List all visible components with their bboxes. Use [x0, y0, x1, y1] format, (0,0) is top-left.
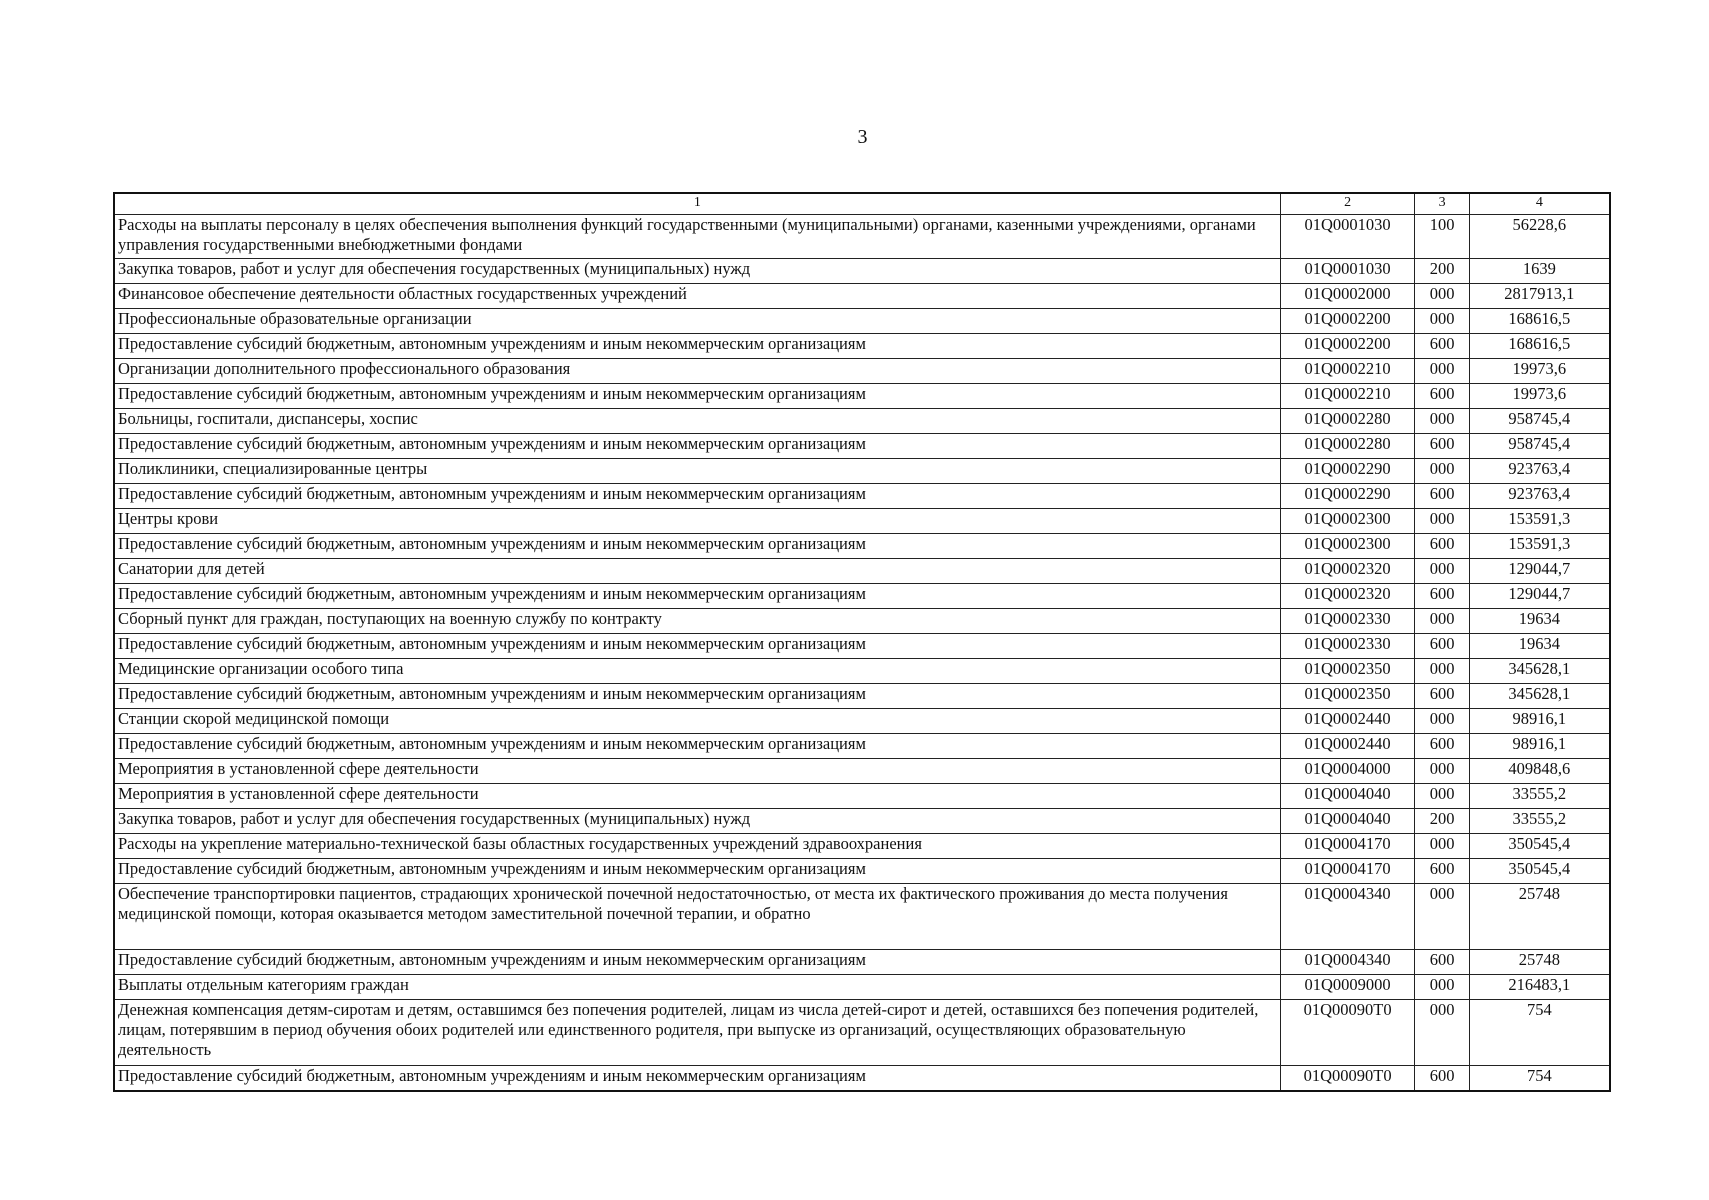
row-sum-cell: 33555,2: [1469, 784, 1610, 809]
row-name-cell: Предоставление субсидий бюджетным, автономным учреждениям и иным некоммерческим организациям: [114, 484, 1280, 509]
header-cell-code: 2: [1280, 193, 1415, 215]
table-row: [114, 584, 1610, 609]
row-type-cell: 600: [1415, 334, 1469, 359]
table-header-row: [114, 193, 1610, 215]
row-code-cell: 01Q0002350: [1280, 659, 1415, 684]
table-row: [114, 484, 1610, 509]
row-name-cell: Расходы на выплаты персоналу в целях обеспечения выполнения функций государственными (муниципальными) органами, казенными учреждениями, органами управления государственными внебюджетными фондами: [114, 215, 1280, 259]
row-name-cell: Санатории для детей: [114, 559, 1280, 584]
table-row: [114, 284, 1610, 309]
row-sum-cell: 19634: [1469, 634, 1610, 659]
row-code-cell: 01Q0002200: [1280, 334, 1415, 359]
row-type-cell: 000: [1415, 709, 1469, 734]
row-code-cell: 01Q0004340: [1280, 950, 1415, 975]
table-row: [114, 634, 1610, 659]
row-code-cell: 01Q0002280: [1280, 409, 1415, 434]
row-sum-cell: 168616,5: [1469, 309, 1610, 334]
budget-table: [113, 192, 1611, 1092]
row-sum-cell: 345628,1: [1469, 684, 1610, 709]
row-sum-cell: 923763,4: [1469, 459, 1610, 484]
row-sum-cell: 350545,4: [1469, 834, 1610, 859]
row-name-cell: Мероприятия в установленной сфере деятельности: [114, 759, 1280, 784]
row-type-cell: 000: [1415, 759, 1469, 784]
row-name-cell: Закупка товаров, работ и услуг для обеспечения государственных (муниципальных) нужд: [114, 259, 1280, 284]
table-row: [114, 259, 1610, 284]
row-type-cell: 000: [1415, 884, 1469, 950]
row-code-cell: 01Q00090Т0: [1280, 1000, 1415, 1066]
row-code-cell: 01Q0002000: [1280, 284, 1415, 309]
table-row: [114, 409, 1610, 434]
row-name-cell: Предоставление субсидий бюджетным, автономным учреждениям и иным некоммерческим организациям: [114, 434, 1280, 459]
row-type-cell: 000: [1415, 609, 1469, 634]
row-name-cell: Предоставление субсидий бюджетным, автономным учреждениям и иным некоммерческим организациям: [114, 534, 1280, 559]
row-sum-cell: 129044,7: [1469, 584, 1610, 609]
row-name-cell: Станции скорой медицинской помощи: [114, 709, 1280, 734]
row-type-cell: 000: [1415, 459, 1469, 484]
table-row: [114, 559, 1610, 584]
row-code-cell: 01Q0002290: [1280, 459, 1415, 484]
row-name-cell: Предоставление субсидий бюджетным, автономным учреждениям и иным некоммерческим организациям: [114, 859, 1280, 884]
row-name-cell: Организации дополнительного профессионального образования: [114, 359, 1280, 384]
table-row: [114, 434, 1610, 459]
row-type-cell: 600: [1415, 734, 1469, 759]
row-sum-cell: 98916,1: [1469, 709, 1610, 734]
table-row: [114, 509, 1610, 534]
row-code-cell: 01Q00090Т0: [1280, 1066, 1415, 1092]
row-name-cell: Предоставление субсидий бюджетным, автономным учреждениям и иным некоммерческим организациям: [114, 734, 1280, 759]
row-sum-cell: 19634: [1469, 609, 1610, 634]
table-row: [114, 534, 1610, 559]
header-cell-sum: 4: [1469, 193, 1610, 215]
row-name-cell: Расходы на укрепление материально-технической базы областных государственных учреждений здравоохранения: [114, 834, 1280, 859]
row-code-cell: 01Q0004340: [1280, 884, 1415, 950]
row-name-cell: Предоставление субсидий бюджетным, автономным учреждениям и иным некоммерческим организациям: [114, 1066, 1280, 1092]
row-type-cell: 000: [1415, 559, 1469, 584]
row-name-cell: Центры крови: [114, 509, 1280, 534]
row-code-cell: 01Q0002290: [1280, 484, 1415, 509]
row-code-cell: 01Q0002300: [1280, 509, 1415, 534]
row-code-cell: 01Q0002210: [1280, 359, 1415, 384]
header-cell-type: 3: [1415, 193, 1469, 215]
row-type-cell: 600: [1415, 584, 1469, 609]
table-row: [114, 809, 1610, 834]
row-code-cell: 01Q0004170: [1280, 859, 1415, 884]
row-name-cell: Денежная компенсация детям-сиротам и детям, оставшимся без попечения родителей, лицам из числа детей-сирот и детей, оставшихся без попечения родителей, лицам, потерявшим в период обучения обоих родителей или единственного родителя, при выпуске из организаций, осуществляющих образовательную деятельность: [114, 1000, 1280, 1066]
row-type-cell: 600: [1415, 534, 1469, 559]
row-type-cell: 000: [1415, 659, 1469, 684]
table-row: [114, 975, 1610, 1000]
table-row: [114, 1000, 1610, 1066]
row-name-cell: Больницы, госпитали, диспансеры, хоспис: [114, 409, 1280, 434]
row-sum-cell: 754: [1469, 1066, 1610, 1092]
row-name-cell: Профессиональные образовательные организации: [114, 309, 1280, 334]
row-type-cell: 200: [1415, 259, 1469, 284]
row-name-cell: Выплаты отдельным категориям граждан: [114, 975, 1280, 1000]
table-row: [114, 834, 1610, 859]
row-type-cell: 000: [1415, 359, 1469, 384]
row-name-cell: Закупка товаров, работ и услуг для обеспечения государственных (муниципальных) нужд: [114, 809, 1280, 834]
row-sum-cell: 350545,4: [1469, 859, 1610, 884]
row-sum-cell: 2817913,1: [1469, 284, 1610, 309]
row-type-cell: 600: [1415, 1066, 1469, 1092]
row-type-cell: 000: [1415, 509, 1469, 534]
row-code-cell: 01Q0009000: [1280, 975, 1415, 1000]
row-type-cell: 000: [1415, 1000, 1469, 1066]
row-type-cell: 600: [1415, 684, 1469, 709]
row-code-cell: 01Q0004000: [1280, 759, 1415, 784]
row-name-cell: Медицинские организации особого типа: [114, 659, 1280, 684]
row-name-cell: Предоставление субсидий бюджетным, автономным учреждениям и иным некоммерческим организациям: [114, 634, 1280, 659]
row-type-cell: 600: [1415, 434, 1469, 459]
table-row: [114, 384, 1610, 409]
table-row: [114, 309, 1610, 334]
row-code-cell: 01Q0004040: [1280, 809, 1415, 834]
table-row: [114, 359, 1610, 384]
row-name-cell: Предоставление субсидий бюджетным, автономным учреждениям и иным некоммерческим организациям: [114, 384, 1280, 409]
row-type-cell: 000: [1415, 284, 1469, 309]
row-code-cell: 01Q0001030: [1280, 215, 1415, 259]
table-row: [114, 884, 1610, 950]
row-sum-cell: 19973,6: [1469, 359, 1610, 384]
row-code-cell: 01Q0002320: [1280, 584, 1415, 609]
row-code-cell: 01Q0002350: [1280, 684, 1415, 709]
table-row: [114, 709, 1610, 734]
row-code-cell: 01Q0004040: [1280, 784, 1415, 809]
row-code-cell: 01Q0002330: [1280, 634, 1415, 659]
row-name-cell: Предоставление субсидий бюджетным, автономным учреждениям и иным некоммерческим организациям: [114, 684, 1280, 709]
row-code-cell: 01Q0002200: [1280, 309, 1415, 334]
row-sum-cell: 153591,3: [1469, 534, 1610, 559]
row-sum-cell: 958745,4: [1469, 434, 1610, 459]
row-name-cell: Предоставление субсидий бюджетным, автономным учреждениям и иным некоммерческим организациям: [114, 334, 1280, 359]
table-row: [114, 734, 1610, 759]
row-type-cell: 600: [1415, 484, 1469, 509]
row-sum-cell: 216483,1: [1469, 975, 1610, 1000]
row-code-cell: 01Q0002330: [1280, 609, 1415, 634]
row-sum-cell: 168616,5: [1469, 334, 1610, 359]
row-sum-cell: 409848,6: [1469, 759, 1610, 784]
page-number: 3: [857, 126, 868, 148]
row-code-cell: 01Q0002440: [1280, 734, 1415, 759]
table-row: [114, 215, 1610, 259]
row-code-cell: 01Q0004170: [1280, 834, 1415, 859]
table-row: [114, 334, 1610, 359]
row-name-cell: Мероприятия в установленной сфере деятельности: [114, 784, 1280, 809]
row-type-cell: 100: [1415, 215, 1469, 259]
row-code-cell: 01Q0002440: [1280, 709, 1415, 734]
row-sum-cell: 958745,4: [1469, 409, 1610, 434]
header-cell-name: 1: [114, 193, 1280, 215]
row-code-cell: 01Q0002300: [1280, 534, 1415, 559]
row-sum-cell: 754: [1469, 1000, 1610, 1066]
table-row: [114, 659, 1610, 684]
row-sum-cell: 98916,1: [1469, 734, 1610, 759]
row-type-cell: 000: [1415, 784, 1469, 809]
table-row: [114, 784, 1610, 809]
row-type-cell: 600: [1415, 950, 1469, 975]
row-type-cell: 200: [1415, 809, 1469, 834]
row-name-cell: Предоставление субсидий бюджетным, автономным учреждениям и иным некоммерческим организациям: [114, 950, 1280, 975]
row-sum-cell: 19973,6: [1469, 384, 1610, 409]
table-row: [114, 609, 1610, 634]
row-sum-cell: 153591,3: [1469, 509, 1610, 534]
row-name-cell: Финансовое обеспечение деятельности областных государственных учреждений: [114, 284, 1280, 309]
row-type-cell: 600: [1415, 384, 1469, 409]
table-row: [114, 1066, 1610, 1092]
table-row: [114, 684, 1610, 709]
row-sum-cell: 33555,2: [1469, 809, 1610, 834]
table-row: [114, 950, 1610, 975]
table-row: [114, 459, 1610, 484]
row-code-cell: 01Q0002210: [1280, 384, 1415, 409]
table-row: [114, 759, 1610, 784]
row-sum-cell: 923763,4: [1469, 484, 1610, 509]
table-row: [114, 859, 1610, 884]
row-sum-cell: 25748: [1469, 884, 1610, 950]
row-sum-cell: 25748: [1469, 950, 1610, 975]
row-type-cell: 000: [1415, 975, 1469, 1000]
row-type-cell: 000: [1415, 309, 1469, 334]
row-code-cell: 01Q0001030: [1280, 259, 1415, 284]
row-type-cell: 600: [1415, 859, 1469, 884]
row-sum-cell: 345628,1: [1469, 659, 1610, 684]
row-name-cell: Сборный пункт для граждан, поступающих на военную службу по контракту: [114, 609, 1280, 634]
table-body: [114, 193, 1610, 1091]
row-name-cell: Поликлиники, специализированные центры: [114, 459, 1280, 484]
row-type-cell: 000: [1415, 409, 1469, 434]
row-sum-cell: 56228,6: [1469, 215, 1610, 259]
row-type-cell: 000: [1415, 834, 1469, 859]
row-code-cell: 01Q0002320: [1280, 559, 1415, 584]
row-name-cell: Обеспечение транспортировки пациентов, страдающих хронической почечной недостаточностью, от места их фактического проживания до места получения медицинской помощи, которая оказывается методом заместительной почечной терапии, и обратно: [114, 884, 1280, 950]
row-name-cell: Предоставление субсидий бюджетным, автономным учреждениям и иным некоммерческим организациям: [114, 584, 1280, 609]
row-sum-cell: 129044,7: [1469, 559, 1610, 584]
row-code-cell: 01Q0002280: [1280, 434, 1415, 459]
row-type-cell: 600: [1415, 634, 1469, 659]
row-sum-cell: 1639: [1469, 259, 1610, 284]
